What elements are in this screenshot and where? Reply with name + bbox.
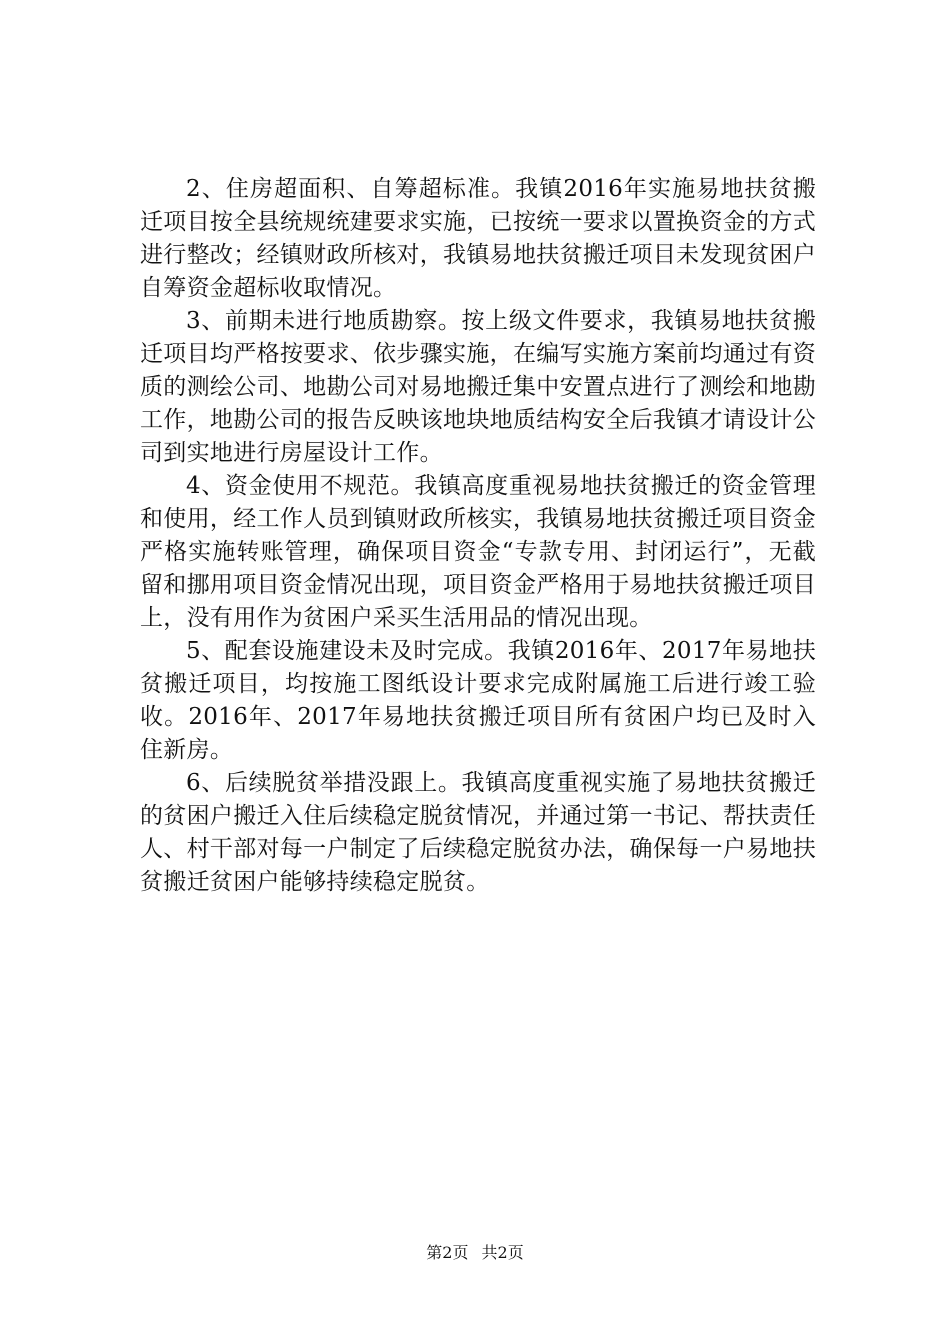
document-body — [140, 173, 816, 899]
paragraph-fund-usage: 4、资金使用不规范。我镇高度重视易地扶贫搬迁的资金管理和使用，经工作人员到镇财政所核实，我镇易地扶贫搬迁项目资金严格实施转账管理，确保项目资金“专款专用、封闭运行”，无截留和挪用项目资金情况出现，项目资金严格用于易地扶贫搬迁项目上，没有用作为贫困户采买生活用品的情况出现。 — [140, 473, 816, 631]
paragraph-geological-survey: 3、前期未进行地质勘察。按上级文件要求，我镇易地扶贫搬迁项目均严格按要求、依步骤实施，在编写实施方案前均通过有资质的测绘公司、地勘公司对易地搬迁集中安置点进行了测绘和地勘工作，地勘公司的报告反映该地块地质结构安全后我镇才请设计公司到实地进行房屋设计工作。 — [140, 308, 816, 466]
paragraph-housing-standard: 2、住房超面积、自筹超标准。我镇2016年实施易地扶贫搬迁项目按全县统规统建要求实施，已按统一要求以置换资金的方式进行整改；经镇财政所核对，我镇易地扶贫搬迁项目未发现贫困户自筹资金超标收取情况。 — [140, 176, 816, 301]
page-footer — [0, 1243, 950, 1263]
page-number: 第2页 — [426, 1243, 469, 1262]
page-total: 共2页 — [481, 1243, 524, 1262]
paragraph-follow-up-measures: 6、后续脱贫举措没跟上。我镇高度重视实施了易地扶贫搬迁的贫困户搬迁入住后续稳定脱贫情况，并通过第一书记、帮扶责任人、村干部对每一户制定了后续稳定脱贫办法，确保每一户易地扶贫搬迁贫困户能够持续稳定脱贫。 — [140, 770, 816, 895]
paragraph-supporting-facilities: 5、配套设施建设未及时完成。我镇2016年、2017年易地扶贫搬迁项目，均按施工图纸设计要求完成附属施工后进行竣工验收。2016年、2017年易地扶贫搬迁项目所有贫困户均已及时入住新房。 — [140, 638, 816, 763]
